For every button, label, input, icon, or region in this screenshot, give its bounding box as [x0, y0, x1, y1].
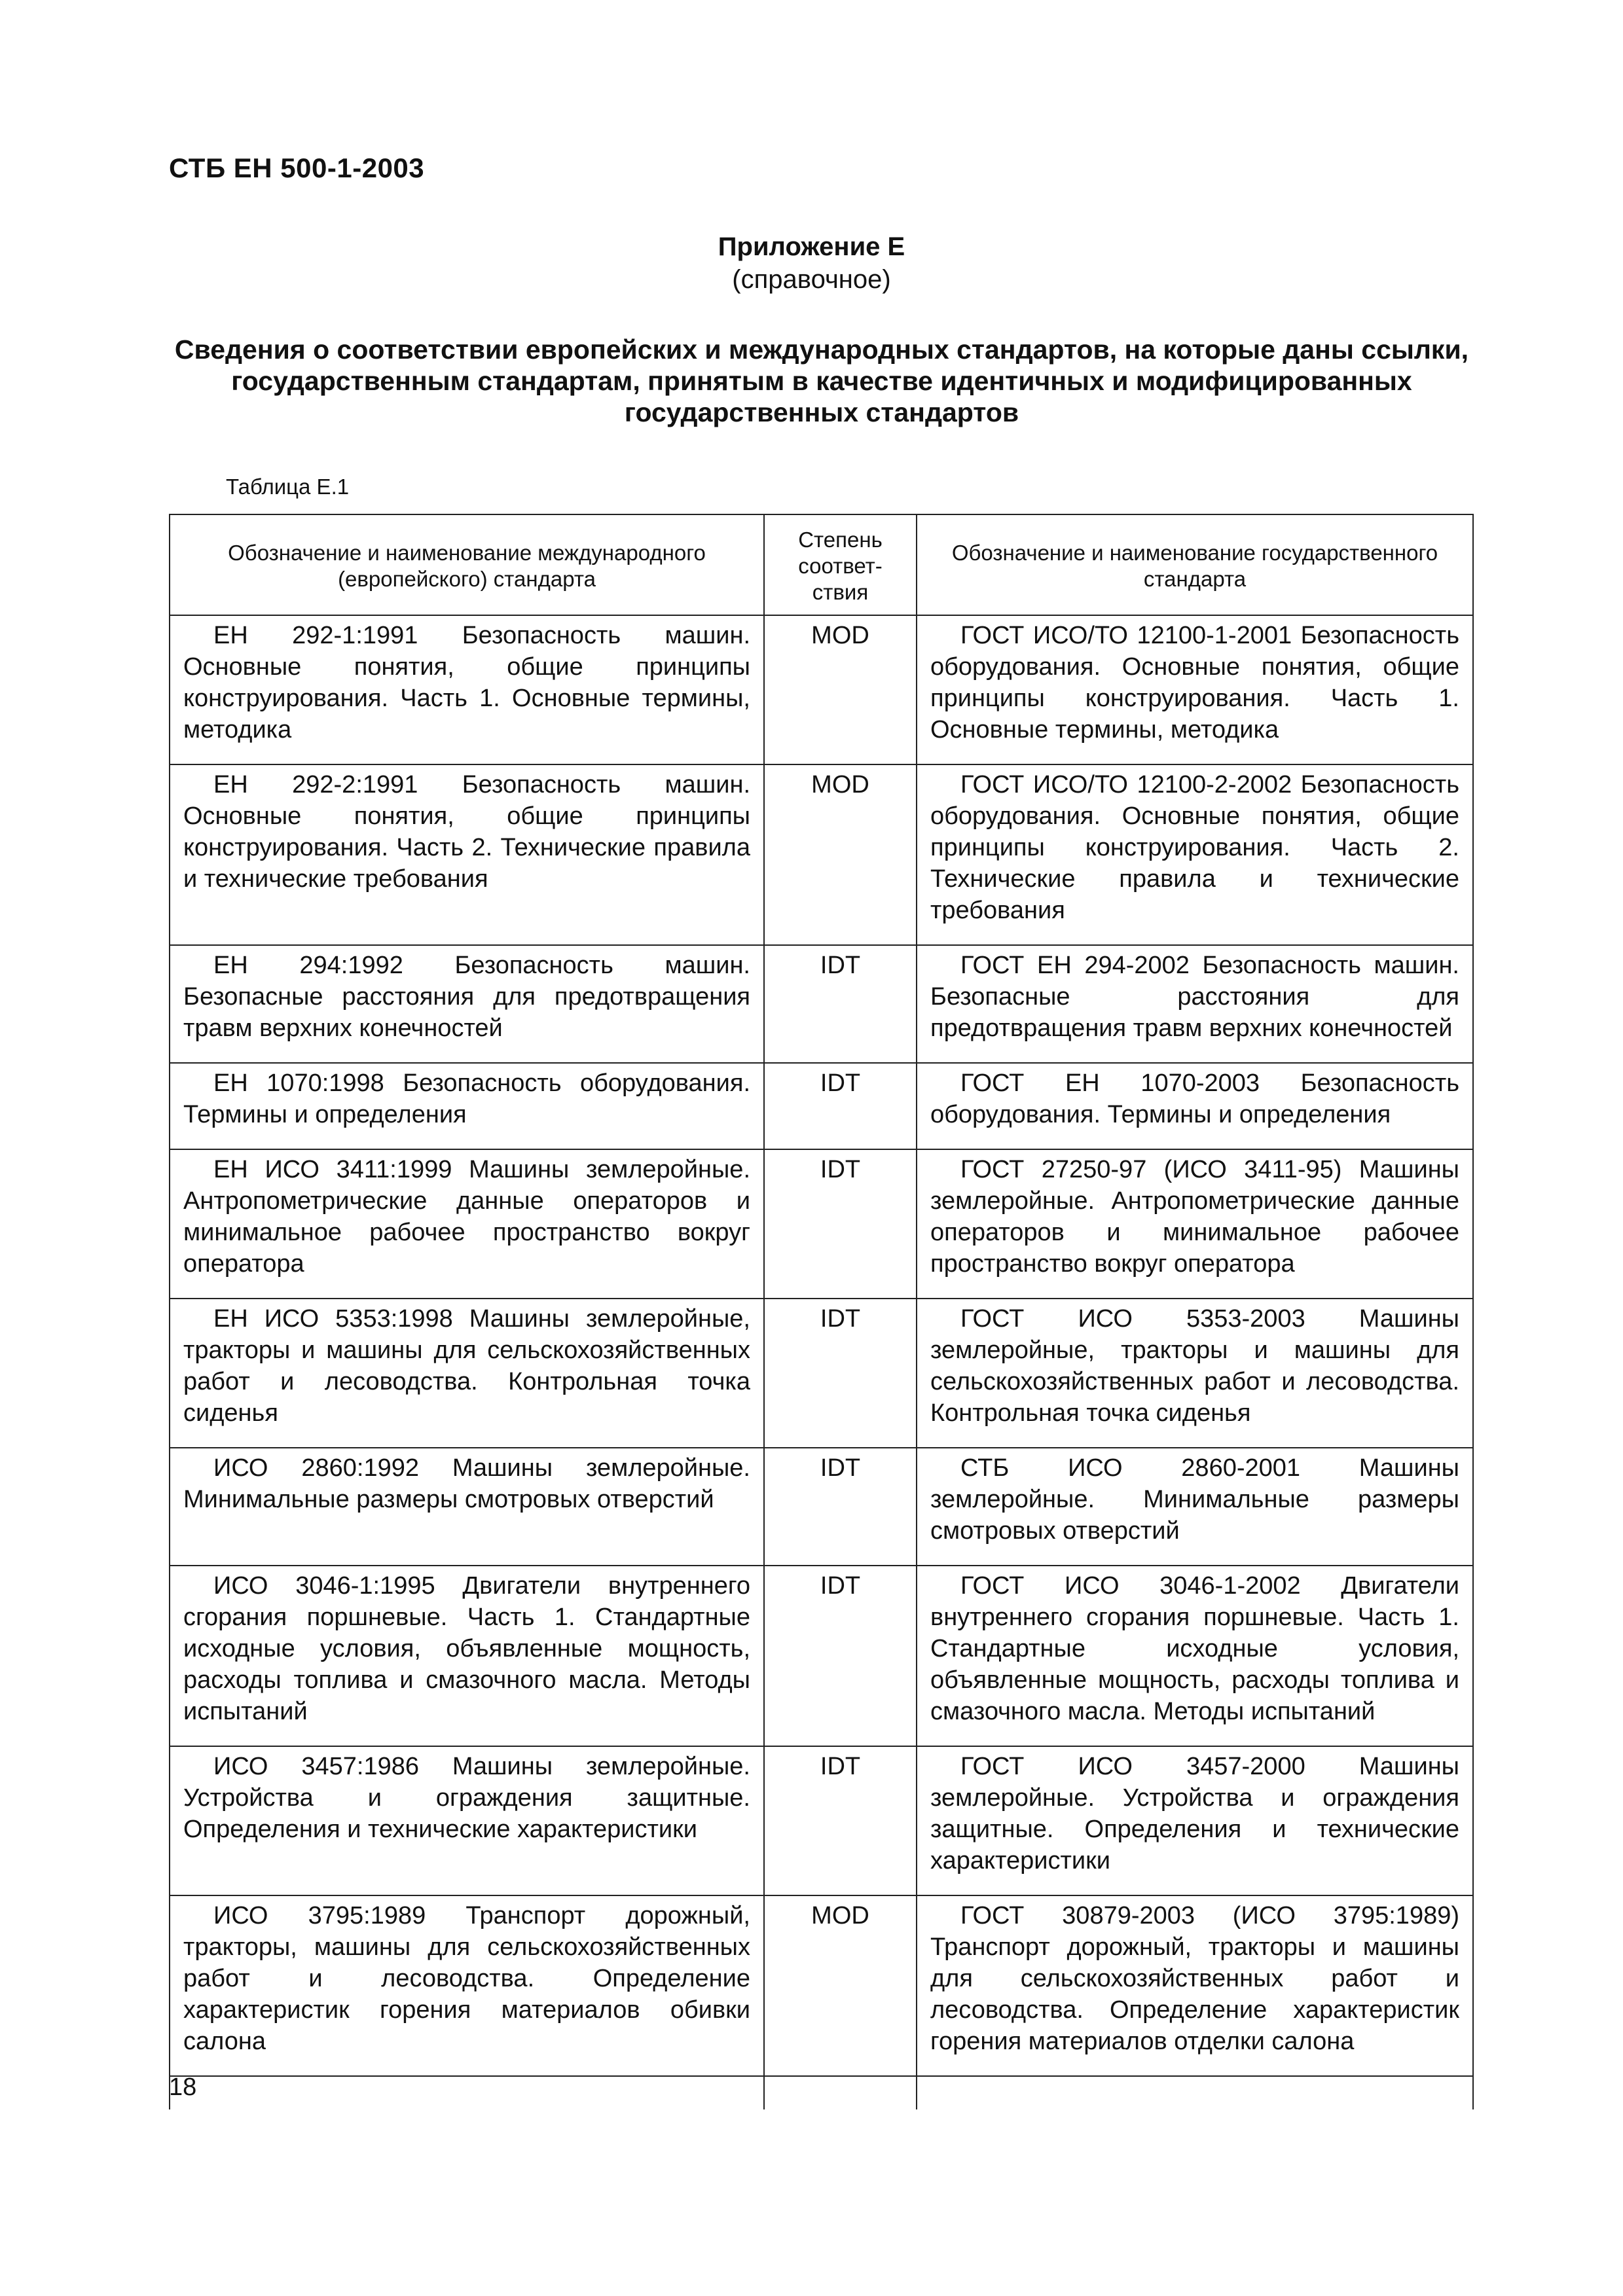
international-standard-cell: ЕН 292-2:1991 Безопасность машин. Основные понятия, общие принципы конструирования. Часть 2. Технические правила и технические требования [170, 764, 764, 945]
degree-cell: IDT [764, 1149, 917, 1299]
degree-cell: IDT [764, 1746, 917, 1895]
table-row [170, 1746, 1473, 1895]
table-row [170, 945, 1473, 1063]
empty-cell [170, 2076, 764, 2109]
international-standard-cell: ИСО 2860:1992 Машины землеройные. Минимальные размеры смотровых отверстий [170, 1448, 764, 1566]
degree-cell: IDT [764, 945, 917, 1063]
degree-cell: IDT [764, 1299, 917, 1448]
degree-cell: IDT [764, 1063, 917, 1149]
empty-cell [917, 2076, 1473, 2109]
appendix-note: (справочное) [732, 265, 891, 294]
table-row [170, 1299, 1473, 1448]
national-standard-cell: ГОСТ ИСО 3046-1-2002 Двигатели внутреннего сгорания поршневые. Часть 1. Стандартные исходные условия, объявленные мощность, расходы топлива и смазочного масла. Методы испытаний [917, 1566, 1473, 1746]
table-row [170, 764, 1473, 945]
standards-table [169, 514, 1474, 2109]
national-standard-cell: СТБ ИСО 2860-2001 Машины землеройные. Минимальные размеры смотровых отверстий [917, 1448, 1473, 1566]
appendix-title: Приложение Е [718, 232, 905, 261]
empty-cell [764, 2076, 917, 2109]
table-caption: Таблица Е.1 [226, 475, 350, 499]
international-standard-cell: ИСО 3457:1986 Машины землеройные. Устройства и ограждения защитные. Определения и технические характеристики [170, 1746, 764, 1895]
table-row [170, 1448, 1473, 1566]
table-row [170, 1895, 1473, 2076]
national-standard-cell: ГОСТ 30879-2003 (ИСО 3795:1989) Транспорт дорожный, тракторы и машины для сельскохозяйственных работ и лесоводства. Определение характеристик горения материалов отделки салона [917, 1895, 1473, 2076]
document-code: СТБ ЕН 500-1-2003 [169, 152, 425, 183]
table-header-row [170, 514, 1473, 615]
section-heading: Сведения о соответствии европейских и международных стандартов, на которые даны ссылки, государственным стандартам, принятым в качестве идентичных и модифицированных государственных стандартов [174, 334, 1469, 427]
national-standard-cell: ГОСТ ЕН 1070-2003 Безопасность оборудования. Термины и определения [917, 1063, 1473, 1149]
international-standard-cell: ЕН 292-1:1991 Безопасность машин. Основные понятия, общие принципы конструирования. Часть 1. Основные термины, методика [170, 615, 764, 764]
degree-cell: IDT [764, 1566, 917, 1746]
national-standard-cell: ГОСТ ИСО 5353-2003 Машины землеройные, тракторы и машины для сельскохозяйственных работ и лесоводства. Контрольная точка сиденья [917, 1299, 1473, 1448]
national-standard-cell: ГОСТ ИСО 3457-2000 Машины землеройные. Устройства и ограждения защитные. Определения и технические характеристики [917, 1746, 1473, 1895]
table-row-empty [170, 2076, 1473, 2109]
page-number: 18 [169, 2073, 197, 2101]
header-degree-of-conformity: Степень соответ-ствия [764, 514, 917, 615]
international-standard-cell: ЕН 1070:1998 Безопасность оборудования. Термины и определения [170, 1063, 764, 1149]
national-standard-cell: ГОСТ ИСО/ТО 12100-2-2002 Безопасность оборудования. Основные понятия, общие принципы конструирования. Часть 2. Технические правила и технические требования [917, 764, 1473, 945]
degree-cell: MOD [764, 764, 917, 945]
international-standard-cell: ИСО 3795:1989 Транспорт дорожный, тракторы, машины для сельскохозяйственных работ и лесоводства. Определение характеристик горения материалов обивки салона [170, 1895, 764, 2076]
table-row [170, 1149, 1473, 1299]
international-standard-cell: ИСО 3046-1:1995 Двигатели внутреннего сгорания поршневые. Часть 1. Стандартные исходные условия, объявленные мощность, расходы топлива и смазочного масла. Методы испытаний [170, 1566, 764, 1746]
degree-cell: IDT [764, 1448, 917, 1566]
degree-cell: MOD [764, 615, 917, 764]
international-standard-cell: ЕН ИСО 3411:1999 Машины землеройные. Антропометрические данные операторов и минимальное рабочее пространство вокруг оператора [170, 1149, 764, 1299]
international-standard-cell: ЕН 294:1992 Безопасность машин. Безопасные расстояния для предотвращения травм верхних конечностей [170, 945, 764, 1063]
degree-cell: MOD [764, 1895, 917, 2076]
header-national-standard: Обозначение и наименование государственного стандарта [917, 514, 1473, 615]
header-international-standard: Обозначение и наименование международного (европейского) стандарта [170, 514, 764, 615]
national-standard-cell: ГОСТ 27250-97 (ИСО 3411-95) Машины землеройные. Антропометрические данные операторов и минимальное рабочее пространство вокруг оператора [917, 1149, 1473, 1299]
table-row [170, 1063, 1473, 1149]
table-row [170, 1566, 1473, 1746]
national-standard-cell: ГОСТ ЕН 294-2002 Безопасность машин. Безопасные расстояния для предотвращения травм верхних конечностей [917, 945, 1473, 1063]
international-standard-cell: ЕН ИСО 5353:1998 Машины землеройные, тракторы и машины для сельскохозяйственных работ и лесоводства. Контрольная точка сиденья [170, 1299, 764, 1448]
table-row [170, 615, 1473, 764]
national-standard-cell: ГОСТ ИСО/ТО 12100-1-2001 Безопасность оборудования. Основные понятия, общие принципы конструирования. Часть 1. Основные термины, методика [917, 615, 1473, 764]
